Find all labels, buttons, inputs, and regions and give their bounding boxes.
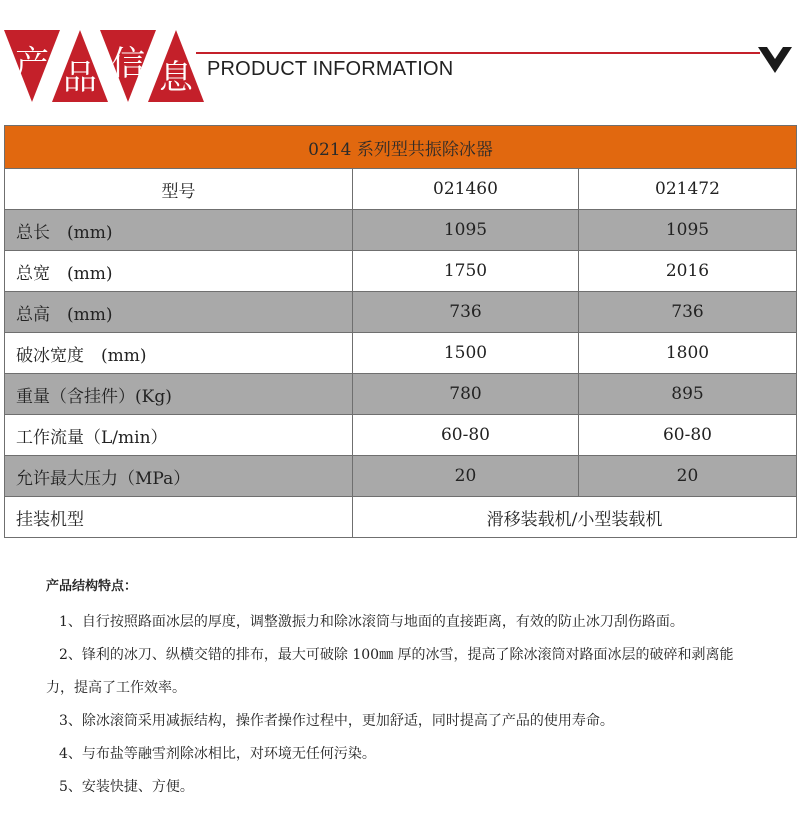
v-logo-icon [758, 45, 792, 79]
row-label: 总高 (mm) [5, 292, 353, 333]
row-value: 1750 [353, 251, 579, 292]
row-value: 60-80 [579, 415, 797, 456]
row-label: 总宽 (mm) [5, 251, 353, 292]
table-row [5, 210, 797, 251]
row-value: 780 [353, 374, 579, 415]
feature-item: 力，提高了工作效率。 [46, 680, 186, 696]
table-row [5, 292, 797, 333]
row-value: 1500 [353, 333, 579, 374]
title-triangle [148, 30, 204, 102]
row-value: 20 [579, 456, 797, 497]
row-label: 破冰宽度 (mm) [5, 333, 353, 374]
row-value: 736 [579, 292, 797, 333]
row-label: 重量（含挂件）(Kg) [5, 374, 353, 415]
mount-value: 滑移装载机/小型装载机 [353, 497, 797, 538]
table-row [5, 251, 797, 292]
row-value: 1095 [579, 210, 797, 251]
row-value: 1095 [353, 210, 579, 251]
table-row [5, 415, 797, 456]
table-title: 0214 系列型共振除冰器 [5, 126, 797, 169]
title-char: 产 [15, 44, 49, 84]
table-row [5, 333, 797, 374]
row-label: 总长 (mm) [5, 210, 353, 251]
row-value: 60-80 [353, 415, 579, 456]
mount-label: 挂装机型 [5, 497, 353, 538]
row-label: 允许最大压力（MPa） [5, 456, 353, 497]
row-value: 736 [353, 292, 579, 333]
row-value: 1800 [579, 333, 797, 374]
row-value: 20 [353, 456, 579, 497]
feature-item: 3、除冰滚筒采用减振结构，操作者操作过程中，更加舒适，同时提高了产品的使用寿命。 [59, 713, 614, 729]
table-row [5, 497, 797, 538]
features-title: 产品结构特点： [46, 579, 138, 594]
feature-item: 4、与布盐等融雪剂除冰相比，对环境无任何污染。 [59, 746, 376, 762]
row-value: 2016 [579, 251, 797, 292]
features-section [46, 575, 786, 804]
row-value: 895 [579, 374, 797, 415]
table-header-row [5, 169, 797, 210]
feature-item: 5、安装快捷、方便。 [59, 779, 194, 795]
title-char: 信 [111, 44, 145, 84]
spec-table [4, 125, 797, 538]
header-english-title: PRODUCT INFORMATION [207, 58, 454, 80]
table-row [5, 374, 797, 415]
feature-item: 2、锋利的冰刀、纵横交错的排布，最大可破除 100㎜ 厚的冰雪，提高了除冰滚筒对路面冰层的破碎和剥离能 [59, 647, 734, 663]
feature-item: 1、自行按照路面冰层的厚度，调整激振力和除冰滚筒与地面的直接距离，有效的防止冰刀刮伤路面。 [59, 614, 684, 630]
model-header-value: 021460 [353, 169, 579, 210]
header-divider-line [196, 52, 760, 54]
model-header-value: 021472 [579, 169, 797, 210]
title-char: 品 [63, 58, 97, 98]
model-header-label: 型号 [5, 169, 353, 210]
table-row [5, 456, 797, 497]
page-header [0, 0, 800, 110]
row-label: 工作流量（L/min） [5, 415, 353, 456]
title-char: 息 [159, 58, 193, 98]
table-title-row [5, 126, 797, 169]
